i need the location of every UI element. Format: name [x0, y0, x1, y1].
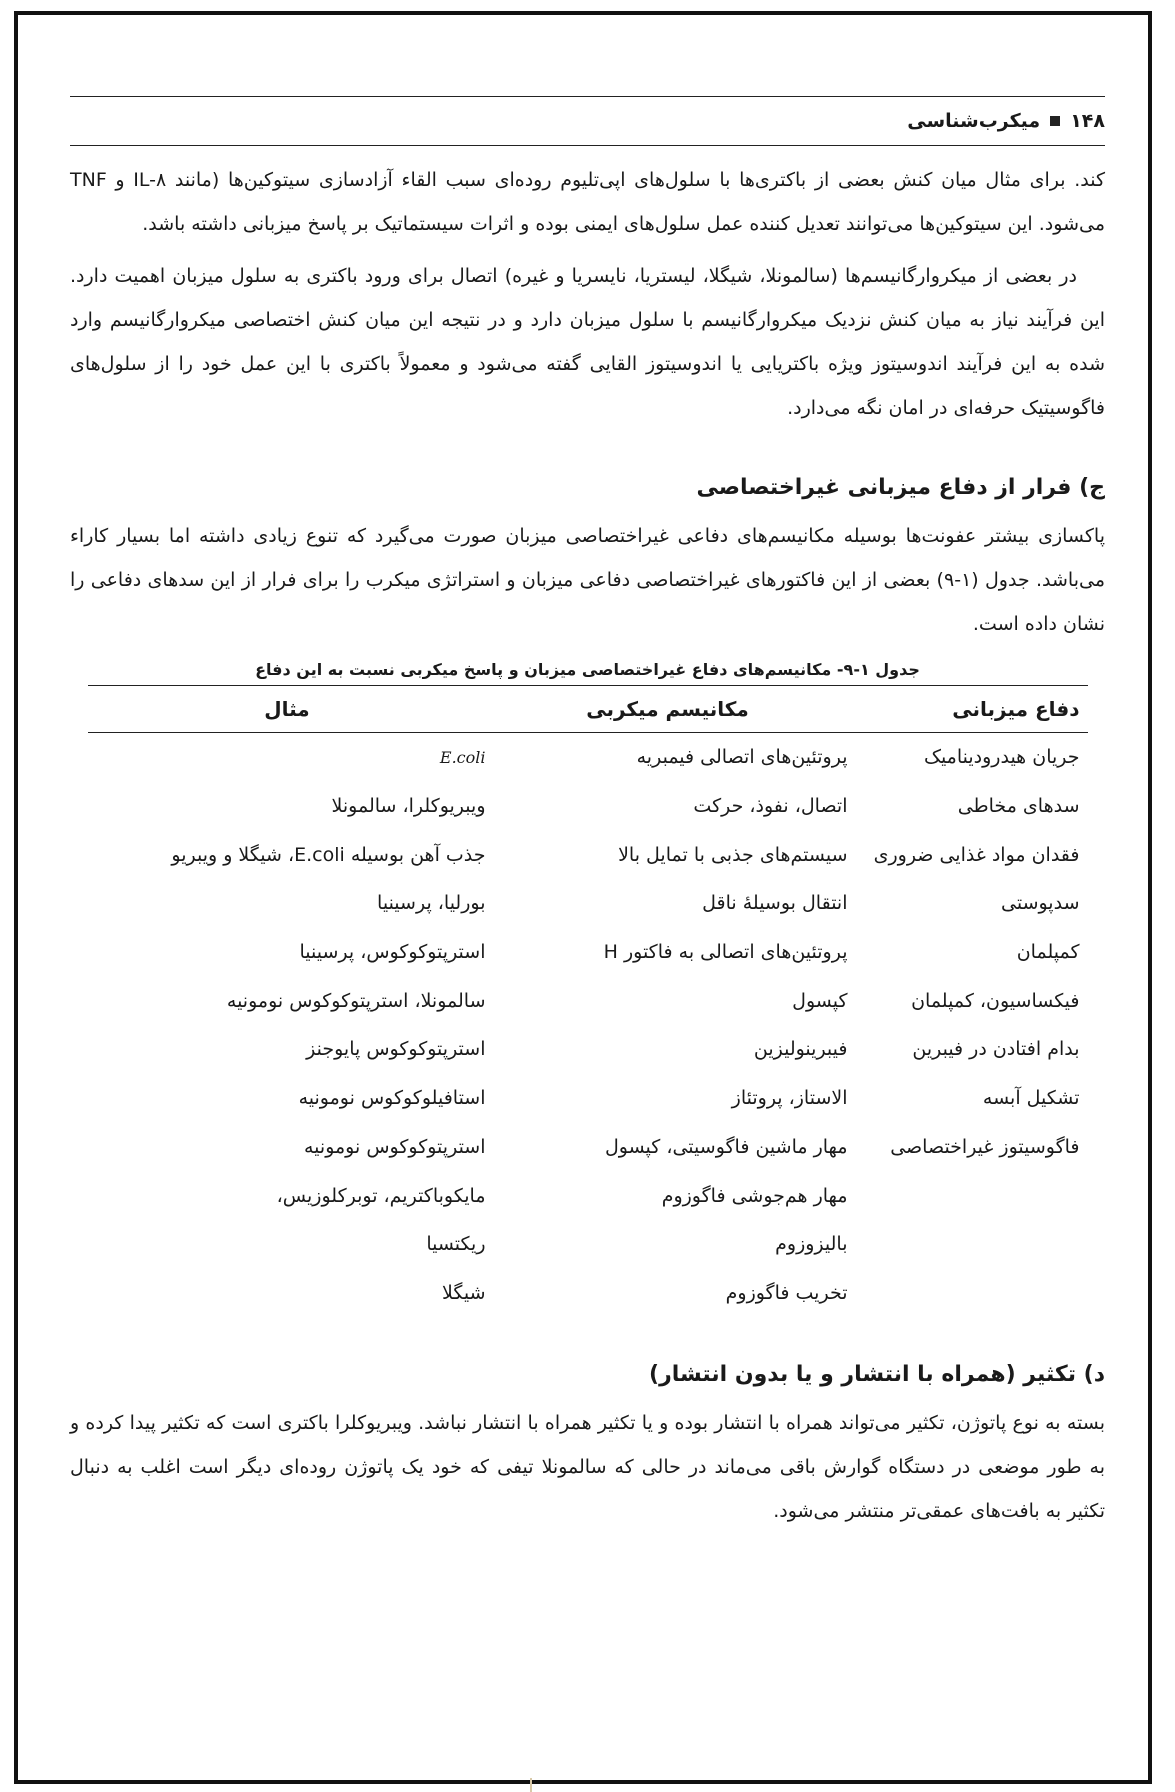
- cell-example: بورلیا، پرسینیا: [377, 892, 486, 915]
- cell-example: شیگلا: [442, 1281, 486, 1304]
- cell-microbial-mechanism: تخریب فاگوزوم: [725, 1281, 848, 1304]
- cell-host-defense: کمپلمان: [1016, 941, 1080, 964]
- cell-example: سالمونلا، استرپتوکوکوس نومونیه: [226, 989, 486, 1012]
- column-header-example: مثال: [88, 686, 487, 733]
- cell-example: مایکوباکتریم، توبرکلوزیس،: [276, 1184, 486, 1207]
- paragraph-nonspecific-defense: پاکسازی بیشتر عفونت‌ها بوسیله مکانیسم‌های دفاعی غیراختصاصی میزبان صورت می‌گیرد که تنوع زیادی داشته اما بسیار کاراء می‌باشد. جدول (۱-۹) بعضی از این فاکتورهای غیراختصاصی دفاعی میزبان و استراتژی میکرب را برای فرار از این سدهای دفاعی را نشان داده است.: [70, 525, 1105, 635]
- table-row: [88, 830, 1088, 879]
- cell-microbial-mechanism: مهار ماشین فاگوسیتی، کپسول: [604, 1135, 848, 1158]
- cell-host-defense: [849, 1220, 1088, 1269]
- cell-microbial-mechanism: اتصال، نفوذ، حرکت: [693, 795, 848, 818]
- cell-example: جذب آهن بوسیله E.coli، شیگلا و ویبریو: [171, 843, 486, 866]
- table-row: [88, 1269, 1088, 1318]
- paragraph-replication: بسته به نوع پاتوژن، تکثیر می‌تواند همراه با انتشار بوده و یا تکثیر همراه با انتشار نباشد. ویبریوکلرا باکتری است که تکثیر پیدا کرده و به طور موضعی در دستگاه گوارش باقی می‌ماند در حالی که سالمونلا تیفی که خود یک پاتوژن روده‌ای دیگر است اغلب به دنبال تکثیر به بافت‌های عمقی‌تر منتشر می‌شود.: [70, 1412, 1105, 1523]
- cell-microbial-mechanism: پروتئین‌های اتصالی فیمبریه: [636, 746, 848, 769]
- cell-microbial-mechanism: انتقال بوسیلهٔ ناقل: [702, 892, 848, 915]
- cell-host-defense: فقدان مواد غذایی ضروری: [873, 843, 1080, 866]
- cell-example: استافیلوکوکوس نومونیه: [298, 1087, 486, 1110]
- table-row: [88, 1074, 1088, 1123]
- cell-microbial-mechanism: پروتئین‌های اتصالی به فاکتور H: [603, 941, 848, 964]
- cell-host-defense: تشکیل آبسه: [982, 1087, 1080, 1110]
- cell-microbial-mechanism: کپسول: [792, 989, 848, 1012]
- cell-example: استرپتوکوکوس، پرسینیا: [299, 941, 486, 964]
- cell-example: E.coli: [439, 747, 486, 767]
- binding-mark: [530, 1778, 532, 1792]
- table-row: [88, 1220, 1088, 1269]
- paragraph-cytokines: کند. برای مثال میان کنش بعضی از باکتری‌ها با سلول‌های اپی‌تلیوم روده‌ای سبب القاء آزادسازی سیتوکین‌ها (مانند IL-۸ و TNF می‌شود. این سیتوکین‌ها می‌توانند تعدیل کننده عمل سلول‌های ایمنی بوده و اثرات سیستماتیک بر پاسخ میزبانی داشته باشد.: [70, 169, 1105, 235]
- cell-host-defense: سدهای مخاطی: [957, 795, 1080, 818]
- running-header: [70, 96, 1105, 146]
- section-heading-c: ج) فرار از دفاع میزبانی غیراختصاصی: [696, 475, 1105, 500]
- table-row: [88, 976, 1088, 1025]
- section-heading-d: د) تکثیر (همراه با انتشار و یا بدون انتشار): [649, 1362, 1105, 1388]
- chapter-title: میکرب‌شناسی: [907, 110, 1041, 132]
- defense-table: [88, 685, 1088, 1317]
- cell-host-defense: سدپوستی: [1001, 892, 1080, 915]
- cell-host-defense: فاگوسیتوز غیراختصاصی: [890, 1135, 1080, 1158]
- table-row: [88, 879, 1088, 928]
- cell-microbial-mechanism: الاستاز، پروتئاز: [731, 1087, 848, 1110]
- cell-example: استرپتوکوکوس نومونیه: [303, 1135, 486, 1158]
- cell-microbial-mechanism: فیبرینولیزین: [753, 1038, 848, 1061]
- table-caption: جدول ۱-۹- مکانیسم‌های دفاع غیراختصاصی میزبان و پاسخ میکربی نسبت به این دفاع: [255, 660, 920, 679]
- book-page: [70, 96, 1105, 1533]
- cell-host-defense: جریان هیدرودینامیک: [923, 746, 1080, 769]
- table-row: [88, 1123, 1088, 1172]
- cell-host-defense: [849, 1269, 1088, 1318]
- table-row: [88, 1171, 1088, 1220]
- column-header-host-defense: دفاع میزبانی: [849, 686, 1088, 733]
- table-row: [88, 733, 1088, 782]
- cell-example: ریکتسیا: [426, 1233, 486, 1256]
- table-row: [88, 782, 1088, 831]
- square-bullet-icon: [1050, 116, 1060, 126]
- column-header-microbial-mechanism: مکانیسم میکربی: [487, 686, 849, 733]
- table-header-row: [88, 686, 1088, 733]
- cell-microbial-mechanism: بالیزوزوم: [775, 1233, 848, 1256]
- cell-host-defense: [849, 1171, 1088, 1220]
- table-row: [88, 1025, 1088, 1074]
- page-number: ۱۴۸: [1070, 110, 1105, 132]
- cell-example: ویبریوکلرا، سالمونلا: [331, 795, 486, 818]
- cell-host-defense: بدام افتادن در فیبرین: [912, 1038, 1080, 1061]
- cell-microbial-mechanism: مهار هم‌جوشی فاگوزوم: [661, 1184, 848, 1207]
- cell-host-defense: فیکساسیون، کمپلمان: [911, 989, 1080, 1012]
- paragraph-endocytosis: در بعضی از میکروارگانیسم‌ها (سالمونلا، شیگلا، لیستریا، نایسریا و غیره) اتصال برای ورود باکتری به سلول میزبان اهمیت دارد. این فرآیند نیاز به میان کنش نزدیک میکروارگانیسم با سلول میزبان دارد و در نتیجه این میان کنش اختصاصی میکروارگانیسم وارد شده به این فرآیند اندوسیتوز ویژه باکتریایی یا اندوسیتوز القایی گفته می‌شود و معمولاً باکتری با این عمل خود را از سلول‌های فاگوسیتیک حرفه‌ای در امان نگه می‌دارد.: [70, 265, 1105, 419]
- table-row: [88, 928, 1088, 977]
- cell-microbial-mechanism: سیستم‌های جذبی با تمایل بالا: [618, 843, 848, 866]
- cell-example: استرپتوکوکوس پایوجنز: [306, 1038, 486, 1061]
